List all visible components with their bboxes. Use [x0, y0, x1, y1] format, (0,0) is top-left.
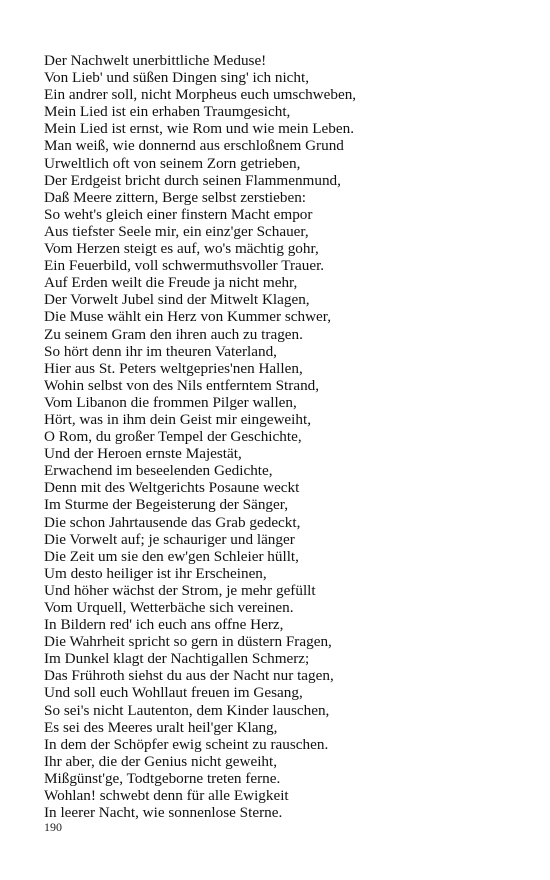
poem-line: Im Sturme der Begeisterung der Sänger, [44, 496, 289, 514]
poem-line: Vom Herzen steigt es auf, wo's mächtig gohr, [44, 240, 319, 258]
poem-line: Hier aus St. Peters weltgepries'nen Hallen, [44, 359, 303, 377]
poem-line: Vom Libanon die frommen Pilger wallen, [44, 393, 297, 411]
poem-line: Wohlan! schwebt denn für alle Ewigkeit [44, 787, 289, 805]
poem-line: Die Vorwelt auf; je schauriger und länger [44, 530, 295, 548]
poem-line: So sei's nicht Lautenton, dem Kinder lauschen, [44, 701, 330, 719]
poem-line: In Bildern red' ich euch ans offne Herz, [44, 616, 284, 634]
poem-line: Die Wahrheit spricht so gern in düstern Fragen, [44, 633, 332, 651]
poem-text [44, 52, 356, 821]
poem-line: Die Zeit um sie den ew'gen Schleier hüllt, [44, 547, 299, 565]
poem-line: Mein Lied ist ein erhaben Traumgesicht, [44, 103, 291, 121]
poem-line: Ihr aber, die der Genius nicht geweiht, [44, 752, 278, 770]
poem-line: In dem der Schöpfer ewig scheint zu rauschen. [44, 735, 329, 753]
poem-line: Aus tiefster Seele mir, ein einz'ger Schauer, [44, 222, 309, 240]
poem-line: Die Muse wählt ein Herz von Kummer schwer, [44, 308, 332, 326]
poem-line: Um desto heiliger ist ihr Erscheinen, [44, 564, 267, 582]
poem-line: Mißgünst'ge, Todtgeborne treten ferne. [44, 769, 281, 787]
poem-line: Der Vorwelt Jubel sind der Mitwelt Klagen, [44, 291, 310, 309]
poem-line: O Rom, du großer Tempel der Geschichte, [44, 428, 302, 446]
poem-line: Wohin selbst von des Nils entferntem Strand, [44, 376, 320, 394]
page-number: 190 [44, 820, 62, 834]
poem-line: Urweltlich oft von seinem Zorn getrieben, [44, 154, 301, 172]
poem-line: Ein Feuerbild, voll schwermuthsvoller Trauer. [44, 257, 325, 275]
poem-line: Mein Lied ist ernst, wie Rom und wie mein Leben. [44, 120, 355, 138]
poem-line: Von Lieb' und süßen Dingen sing' ich nicht, [44, 69, 310, 87]
poem-line: Erwachend im beseelenden Gedichte, [44, 462, 273, 480]
poem-line: Auf Erden weilt die Freude ja nicht mehr, [44, 274, 298, 292]
poem-line: Und der Heroen ernste Majestät, [44, 445, 242, 463]
poem-line: Daß Meere zittern, Berge selbst zerstieben: [44, 188, 307, 206]
poem-line: Hört, was in ihm dein Geist mir eingeweiht, [44, 410, 311, 428]
poem-line: Es sei des Meeres uralt heil'ger Klang, [44, 718, 278, 736]
poem-line: Man weiß, wie donnernd aus erschloßnem Grund [44, 137, 344, 155]
poem-line: Der Erdgeist bricht durch seinen Flammenmund, [44, 171, 341, 189]
poem-line: Das Frühroth siehst du aus der Nacht nur tagen, [44, 667, 334, 685]
poem-line: Denn mit des Weltgerichts Posaune weckt [44, 479, 300, 497]
poem-line: Ein andrer soll, nicht Morpheus euch umschweben, [44, 86, 357, 104]
poem-line: Und soll euch Wohllaut freuen im Gesang, [44, 684, 303, 702]
poem-line: Vom Urquell, Wetterbäche sich vereinen. [44, 599, 294, 616]
poem-line: In leerer Nacht, wie sonnenlose Sterne. [44, 804, 283, 822]
poem-line: So weht's gleich einer finstern Macht empor [44, 205, 313, 223]
poem-line: So hört denn ihr im theuren Vaterland, [44, 342, 277, 360]
poem-line: Zu seinem Gram den ihren auch zu tragen. [44, 325, 303, 343]
poem-line: Im Dunkel klagt der Nachtigallen Schmerz; [44, 650, 310, 668]
poem-line: Der Nachwelt unerbittliche Meduse! [44, 52, 267, 69]
poem-line: Und höher wächst der Strom, je mehr gefüllt [44, 581, 316, 599]
poem-line: Die schon Jahrtausende das Grab gedeckt, [44, 513, 301, 531]
